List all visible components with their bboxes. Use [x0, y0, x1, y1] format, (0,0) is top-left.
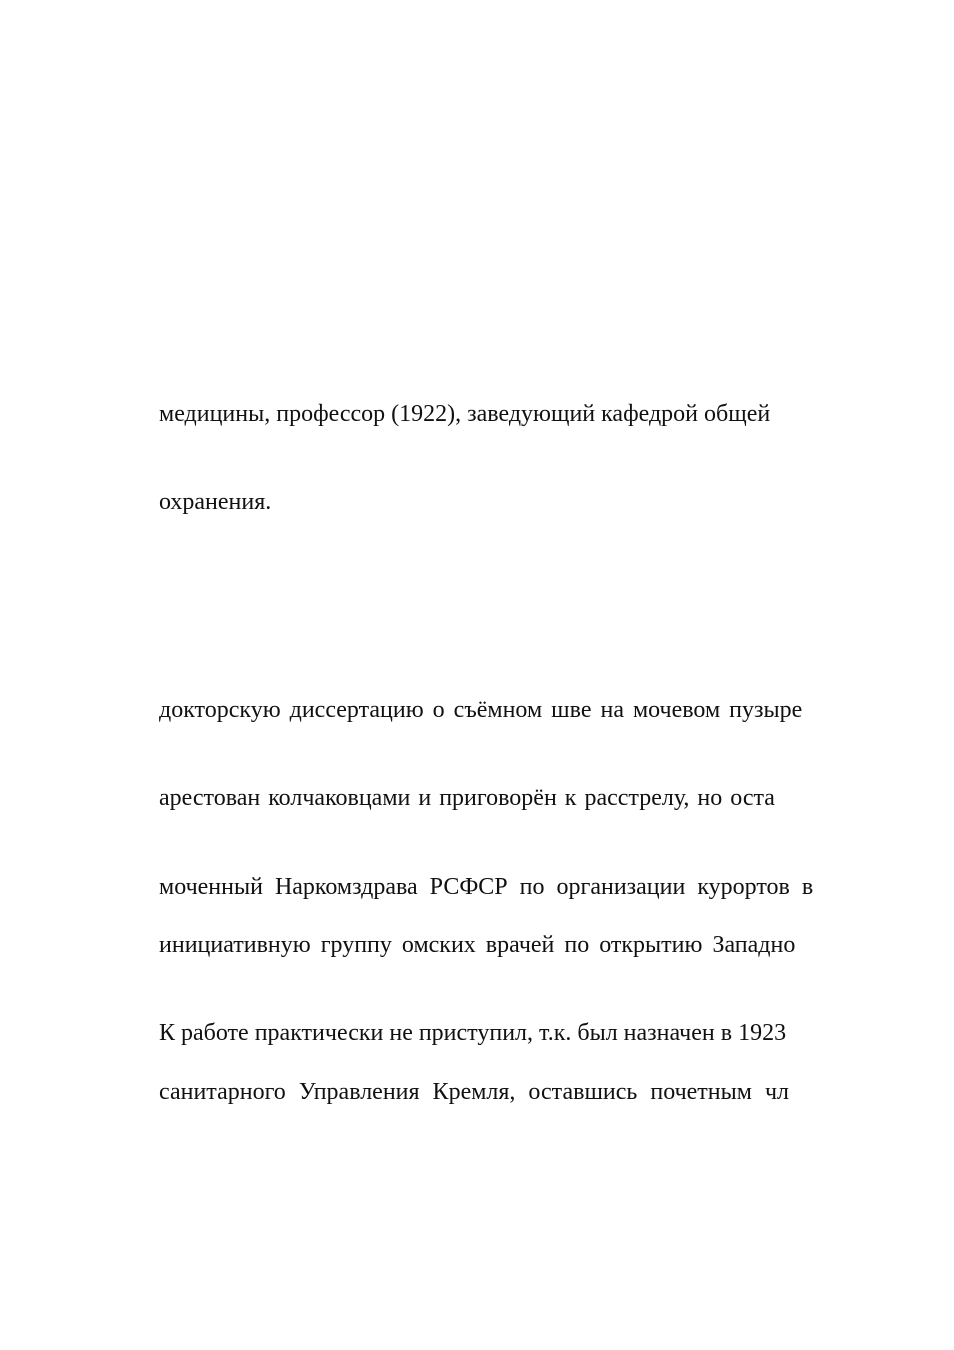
text-line: медицины, профессор (1922), заведующий кафедрой общей [159, 401, 771, 427]
text-line: арестован колчаковцами и приговорён к расстрелу, но оста [159, 785, 775, 811]
text-line: моченный Наркомздрава РСФСР по организации курортов в [159, 874, 814, 900]
text-line: санитарного Управления Кремля, оставшись почетным чл [159, 1079, 789, 1105]
text-line: К работе практически не приступил, т.к. был назначен в 1923 [159, 1020, 787, 1046]
text-line: инициативную группу омских врачей по открытию Западно [159, 932, 796, 958]
text-line: докторскую диссертацию о съёмном шве на мочевом пузыре [159, 697, 803, 723]
text-line: охранения. [159, 489, 272, 515]
